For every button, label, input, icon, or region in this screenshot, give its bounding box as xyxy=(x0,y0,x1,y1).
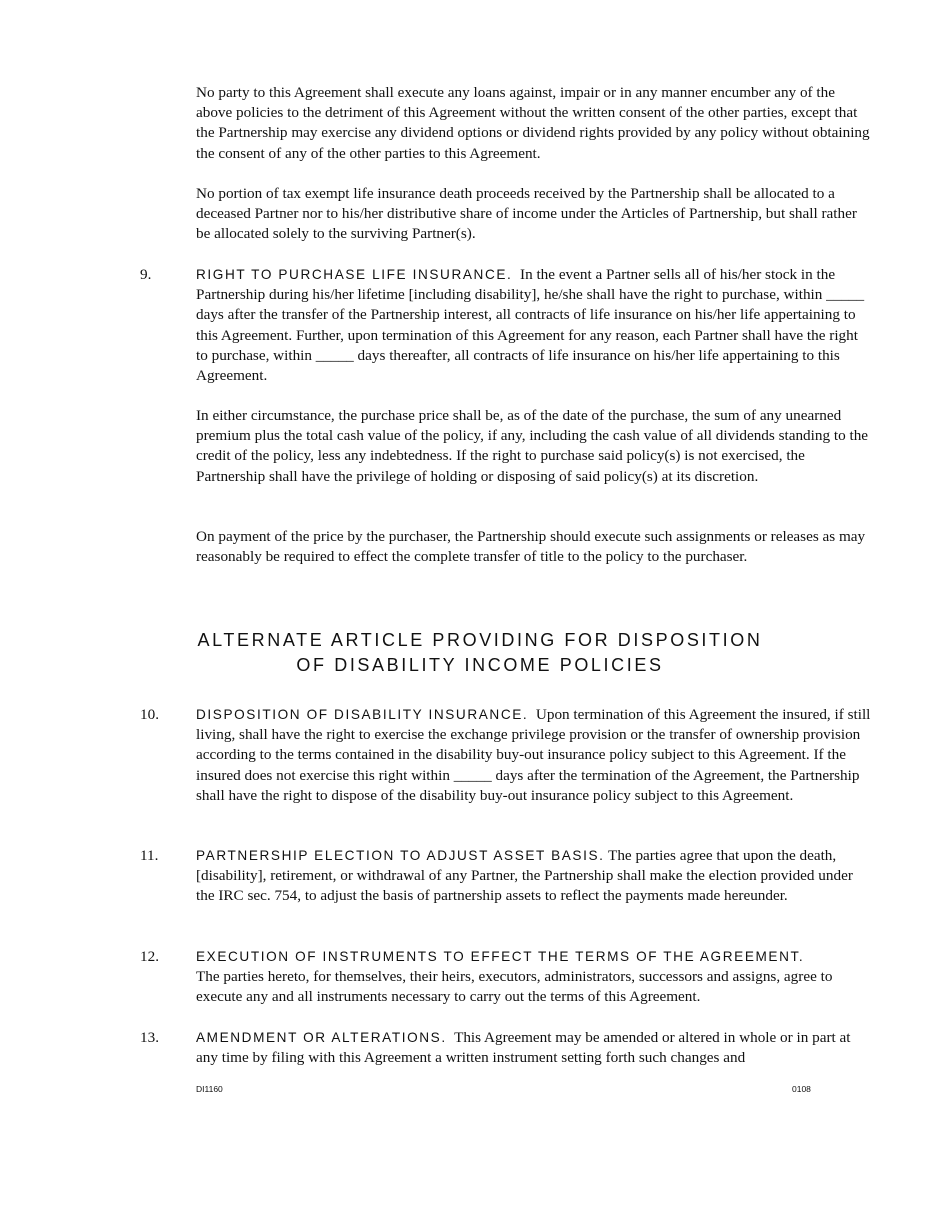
section-body: Upon termination of this Agreement the insured, if still living, shall have the right to exercise the exchange privilege provision or the transfer of ownership provision according to the terms contained in the disability buy-out insurance policy subject to this Agreement. If the insured does not exercise this right within _____ days after the termination of the Agreement, the Partnership shall have the right to dispose of the disability buy-out insurance policy subject to this Agreement. xyxy=(196,706,871,804)
section-title: EXECUTION OF INSTRUMENTS TO EFFECT THE TERMS OF THE AGREEMENT. xyxy=(196,949,805,964)
heading-line: OF DISABILITY INCOME POLICIES xyxy=(296,655,664,675)
section-body: This Agreement may be amended or altered in whole or in part at any time by filing with this Agreement a written instrument setting forth such changes and xyxy=(196,1029,851,1067)
section-body: The parties agree that upon the death, [disability], retirement, or withdrawal of any Partner, the Partnership shall make the election provided under the IRC sec. 754, to adjust the basis of partnership assets to reflect the payments made hereunder. xyxy=(196,847,853,905)
section-number: 10. xyxy=(140,706,159,723)
section-text xyxy=(196,1028,871,1068)
footer-code: 0108 xyxy=(792,1084,811,1094)
section-title: PARTNERSHIP ELECTION TO ADJUST ASSET BASIS. xyxy=(196,848,605,863)
section-paragraph: On payment of the price by the purchaser, the Partnership should execute such assignments or releases as may reasonably be required to effect the complete transfer of title to the policy to the purchaser. xyxy=(196,528,866,566)
section-title: DISPOSITION OF DISABILITY INSURANCE. xyxy=(196,707,529,722)
section-number: 11. xyxy=(140,847,159,864)
section-text xyxy=(196,947,871,1008)
footer-form-id: DI1160 xyxy=(196,1084,223,1094)
paragraph-no-encumber: No party to this Agreement shall execute any loans against, impair or in any manner encumber any of the above policies to the detriment of this Agreement without the written consent of the other parties, except that the Partnership may exercise any dividend options or dividend rights provided by any policy without obtaining the consent of any of the other parties to this Agreement. xyxy=(196,84,870,162)
section-body: The parties hereto, for themselves, their heirs, executors, administrators, successors and assigns, agree to execute any and all instruments necessary to carry out the terms of this Agreement. xyxy=(196,968,833,1006)
alternate-article-heading xyxy=(190,628,770,678)
section-body: In the event a Partner sells all of his/her stock in the Partnership during his/her lifetime [including disability], he/she shall have the right to purchase, within _____ days after the transfer of the Partnership interest, all contracts of life insurance on his/her life appertaining to this Agreement. Further, upon termination of this Agreement for any reason, each Partner shall have the right to purchase, within _____ days thereafter, all contracts of life insurance on his/her life appertaining to this Agreement. xyxy=(196,266,865,385)
paragraph-tax-exempt-proceeds: No portion of tax exempt life insurance death proceeds received by the Partnership shall be allocated to a deceased Partner nor to his/her distributive share of income under the Articles of Partnership, but shall rather be allocated solely to the surviving Partner(s). xyxy=(196,185,857,243)
section-number: 12. xyxy=(140,948,159,965)
section-text xyxy=(196,705,871,806)
section-number: 13. xyxy=(140,1029,159,1046)
section-number: 9. xyxy=(140,266,152,283)
section-paragraph: In either circumstance, the purchase price shall be, as of the date of the purchase, the sum of any unearned premium plus the total cash value of the policy, if any, including the cash value of all dividends standing to the credit of the policy, less any indebtedness. If the right to purchase said policy(s) is not exercised, the Partnership shall have the privilege of holding or disposing of said policy(s) at its discretion. xyxy=(196,407,869,485)
section-title: RIGHT TO PURCHASE LIFE INSURANCE. xyxy=(196,267,513,282)
section-text xyxy=(196,265,871,386)
heading-line: ALTERNATE ARTICLE PROVIDING FOR DISPOSITION xyxy=(197,630,763,650)
section-text xyxy=(196,846,871,907)
section-title: AMENDMENT OR ALTERATIONS. xyxy=(196,1030,447,1045)
